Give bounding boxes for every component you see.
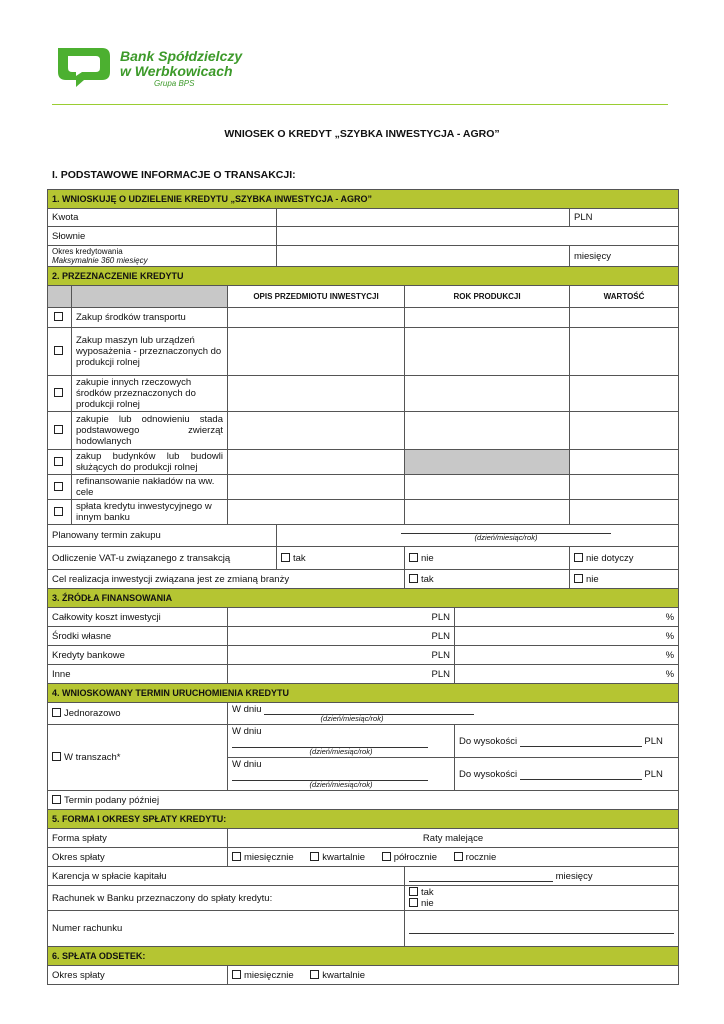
vat-no-label: nie	[421, 552, 434, 564]
funding-percent-input[interactable]	[455, 627, 679, 646]
words-label: Słownie	[48, 227, 277, 246]
checkbox-icon[interactable]	[409, 553, 418, 562]
option-label: półrocznie	[393, 851, 438, 863]
funding-percent-input[interactable]	[455, 665, 679, 684]
section-4-header: 4. WNIOSKOWANY TERMIN URUCHOMIENIA KREDYTU	[48, 684, 679, 703]
purpose-desc-input[interactable]	[228, 500, 405, 525]
checkbox-icon[interactable]	[310, 852, 319, 861]
purpose-checkbox-1[interactable]	[48, 308, 72, 328]
vat-yes-label: tak	[293, 552, 306, 564]
checkbox-icon[interactable]	[574, 574, 583, 583]
account-underline	[409, 924, 674, 934]
date-hint: (dzień/miesiąc/rok)	[309, 780, 373, 789]
account-number-label: Numer rachunku	[48, 911, 405, 947]
grace-unit: miesięcy	[555, 870, 593, 882]
amount-label: Kwota	[48, 209, 277, 227]
tranche-amount-input[interactable]	[455, 758, 679, 791]
repayment-form-value: Raty malejące	[228, 829, 679, 848]
checkbox-icon[interactable]	[52, 708, 61, 717]
checkbox-icon[interactable]	[409, 574, 418, 583]
purpose-label: zakup budynków lub budowli służących do produkcji rolnej	[72, 450, 228, 475]
amount-currency: PLN	[570, 209, 679, 227]
checkbox-icon[interactable]	[54, 312, 63, 321]
tranches-label: W transzach*	[64, 752, 121, 763]
header-blank-1	[48, 286, 72, 308]
checkbox-icon[interactable]	[454, 852, 463, 861]
checkbox-icon[interactable]	[574, 553, 583, 562]
funding-label: Całkowity koszt inwestycji	[48, 608, 228, 627]
period-option-yearly[interactable]	[454, 852, 497, 863]
purpose-value-input[interactable]	[570, 308, 679, 328]
later-option[interactable]	[48, 791, 679, 810]
funding-currency: PLN	[431, 649, 450, 661]
bank-group: Grupa BPS	[154, 79, 195, 88]
tranche-amount-input[interactable]	[455, 725, 679, 758]
tranches-option[interactable]	[48, 725, 228, 791]
purpose-year-input[interactable]	[405, 328, 570, 376]
amount-prefix: Do wysokości	[459, 735, 518, 747]
purpose-year-input[interactable]	[405, 308, 570, 328]
purpose-value-input[interactable]	[570, 450, 679, 475]
account-label: Rachunek w Banku przeznaczony do spłaty kredytu:	[48, 886, 405, 911]
period-label: Okres kredytowania	[52, 247, 123, 256]
col-value: WARTOŚĆ	[570, 286, 679, 308]
funding-currency: PLN	[431, 630, 450, 642]
checkbox-icon[interactable]	[52, 752, 61, 761]
branch-yes-label: tak	[421, 573, 434, 585]
once-option[interactable]	[48, 703, 228, 725]
grace-underline	[409, 873, 553, 882]
tranche-date-input[interactable]	[228, 725, 455, 758]
checkbox-icon[interactable]	[232, 970, 241, 979]
option-label: kwartalnie	[322, 969, 366, 981]
purpose-desc-input[interactable]	[228, 308, 405, 328]
checkbox-icon[interactable]	[54, 425, 63, 434]
once-date-input[interactable]	[228, 703, 679, 725]
interest-period-options	[228, 966, 679, 985]
section-1-header: 1. WNIOSKUJĘ O UDZIELENIE KREDYTU „SZYBKA INWESTYCJA - AGRO”	[48, 190, 679, 209]
branch-yes-option[interactable]	[405, 570, 570, 589]
purpose-checkbox-3[interactable]	[48, 376, 72, 412]
section-5-header: 5. FORMA I OKRESY SPŁATY KREDYTU:	[48, 810, 679, 829]
funding-percent-input[interactable]	[455, 646, 679, 665]
funding-percent-input[interactable]	[455, 608, 679, 627]
branch-label: Cel realizacja inwestycji związana jest ze zmianą branży	[48, 570, 405, 589]
checkbox-icon[interactable]	[409, 898, 418, 907]
grace-input[interactable]	[405, 867, 679, 886]
date-hint: (dzień/miesiąc/rok)	[474, 532, 538, 542]
option-label: kwartalnie	[322, 851, 366, 863]
period-note: Maksymalnie 360 miesięcy	[52, 256, 148, 265]
interest-option-quarterly[interactable]	[310, 970, 365, 981]
purpose-checkbox-7[interactable]	[48, 500, 72, 525]
bank-logo	[54, 46, 254, 96]
application-form	[47, 189, 679, 985]
funding-amount-input[interactable]	[228, 627, 455, 646]
purpose-checkbox-5[interactable]	[48, 450, 72, 475]
section-3-header: 3. ŹRÓDŁA FINANSOWANIA	[48, 589, 679, 608]
vat-no-option[interactable]	[405, 547, 570, 570]
checkbox-icon[interactable]	[409, 887, 418, 896]
purpose-year-input[interactable]	[405, 376, 570, 412]
purpose-value-input[interactable]	[570, 328, 679, 376]
date-prefix: W dniu	[232, 704, 262, 715]
section-6-header: 6. SPŁATA ODSETEK:	[48, 947, 679, 966]
purpose-desc-input[interactable]	[228, 450, 405, 475]
purpose-year-input[interactable]	[405, 500, 570, 525]
section-2-header: 2. PRZEZNACZENIE KREDYTU	[48, 267, 679, 286]
amount-underline	[520, 771, 642, 780]
section-heading: I. PODSTAWOWE INFORMACJE O TRANSAKCJI:	[52, 169, 296, 181]
funding-percent: %	[665, 611, 675, 623]
amount-underline	[520, 738, 642, 747]
funding-label: Kredyty bankowe	[48, 646, 228, 665]
checkbox-icon[interactable]	[52, 795, 61, 804]
col-year: ROK PRODUKCJI	[405, 286, 570, 308]
purpose-label: Zakup maszyn lub urządzeń wyposażenia - przeznaczonych do produkcji rolnej	[72, 328, 228, 376]
once-label: Jednorazowo	[64, 708, 121, 719]
period-unit: miesięcy	[570, 246, 679, 267]
checkbox-icon[interactable]	[54, 346, 63, 355]
purpose-desc-input[interactable]	[228, 412, 405, 450]
date-hint: (dzień/miesiąc/rok)	[309, 747, 373, 756]
checkbox-icon[interactable]	[281, 553, 290, 562]
purpose-label: zakupie lub odnowieniu stada podstawowego zwierząt hodowlanych	[72, 412, 228, 450]
purpose-label: zakupie innych rzeczowych środków przeznaczonych do produkcji rolnej	[72, 376, 228, 412]
purpose-label: refinansowanie nakładów na ww. cele	[72, 475, 228, 500]
account-yes-label: tak	[421, 887, 434, 898]
purpose-desc-input[interactable]	[228, 376, 405, 412]
purpose-year-input[interactable]	[405, 475, 570, 500]
checkbox-icon[interactable]	[310, 970, 319, 979]
interest-period-label: Okres spłaty	[48, 966, 228, 985]
purpose-value-input[interactable]	[570, 412, 679, 450]
date-prefix: W dniu	[232, 759, 262, 770]
header-blank-2	[72, 286, 228, 308]
repayment-period-options	[228, 848, 679, 867]
bank-name-line1: Bank Spółdzielczy	[120, 48, 243, 64]
purpose-label: spłata kredytu inwestycyjnego w innym banku	[72, 500, 228, 525]
checkbox-icon[interactable]	[382, 852, 391, 861]
funding-label: Środki własne	[48, 627, 228, 646]
checkbox-icon[interactable]	[54, 457, 63, 466]
bank-logo-icon	[54, 46, 114, 88]
amount-input[interactable]	[277, 209, 570, 227]
branch-no-label: nie	[586, 573, 599, 585]
period-label-cell	[48, 246, 277, 267]
purpose-checkbox-6[interactable]	[48, 475, 72, 500]
header-divider	[52, 104, 668, 105]
grace-label: Karencja w spłacie kapitału	[48, 867, 405, 886]
funding-percent: %	[665, 668, 675, 680]
repayment-form-label: Forma spłaty	[48, 829, 228, 848]
funding-amount-input[interactable]	[228, 665, 455, 684]
amount-currency: PLN	[644, 768, 663, 780]
checkbox-icon[interactable]	[54, 507, 63, 516]
amount-currency: PLN	[644, 735, 663, 747]
checkbox-icon[interactable]	[54, 482, 63, 491]
period-option-monthly[interactable]	[232, 852, 294, 863]
period-input[interactable]	[277, 246, 570, 267]
purpose-year-disabled	[405, 450, 570, 475]
checkbox-icon[interactable]	[54, 388, 63, 397]
col-description: OPIS PRZEDMIOTU INWESTYCJI	[228, 286, 405, 308]
funding-amount-input[interactable]	[228, 608, 455, 627]
repayment-period-label: Okres spłaty	[48, 848, 228, 867]
funding-currency: PLN	[431, 611, 450, 623]
vat-na-label: nie dotyczy	[586, 552, 634, 564]
funding-amount-input[interactable]	[228, 646, 455, 665]
branch-no-option[interactable]	[570, 570, 679, 589]
option-label: rocznie	[465, 851, 497, 863]
interest-option-monthly[interactable]	[232, 970, 294, 981]
funding-percent: %	[665, 630, 675, 642]
vat-na-option[interactable]	[570, 547, 679, 570]
tranche-date-input[interactable]	[228, 758, 455, 791]
amount-prefix: Do wysokości	[459, 768, 518, 780]
checkbox-icon[interactable]	[232, 852, 241, 861]
date-prefix: W dniu	[232, 726, 262, 737]
purpose-value-input[interactable]	[570, 500, 679, 525]
account-yes-option[interactable]	[409, 887, 674, 898]
account-no-option[interactable]	[409, 898, 674, 909]
funding-currency: PLN	[431, 668, 450, 680]
purpose-value-input[interactable]	[570, 475, 679, 500]
purpose-value-input[interactable]	[570, 376, 679, 412]
funding-label: Inne	[48, 665, 228, 684]
vat-label: Odliczenie VAT-u związanego z transakcją	[48, 547, 277, 570]
planned-date-input[interactable]	[277, 525, 679, 547]
funding-percent: %	[665, 649, 675, 661]
purpose-checkbox-2[interactable]	[48, 328, 72, 376]
period-option-halfyear[interactable]	[382, 852, 437, 863]
purpose-label: Zakup środków transportu	[72, 308, 228, 328]
option-label: miesięcznie	[244, 969, 294, 981]
account-options	[405, 886, 679, 911]
account-no-label: nie	[421, 898, 434, 909]
option-label: miesięcznie	[244, 851, 294, 863]
document-title: WNIOSEK O KREDYT „SZYBKA INWESTYCJA - AGRO”	[224, 128, 500, 140]
account-number-input[interactable]	[405, 911, 679, 947]
purpose-checkbox-4[interactable]	[48, 412, 72, 450]
vat-yes-option[interactable]	[277, 547, 405, 570]
purpose-desc-input[interactable]	[228, 328, 405, 376]
bank-name-line2: w Werbkowicach	[120, 63, 233, 79]
purpose-year-input[interactable]	[405, 412, 570, 450]
purpose-desc-input[interactable]	[228, 475, 405, 500]
later-label: Termin podany później	[64, 794, 160, 806]
words-input[interactable]	[277, 227, 679, 246]
planned-date-label: Planowany termin zakupu	[48, 525, 277, 547]
date-hint: (dzień/miesiąc/rok)	[320, 714, 384, 723]
period-option-quarterly[interactable]	[310, 852, 365, 863]
